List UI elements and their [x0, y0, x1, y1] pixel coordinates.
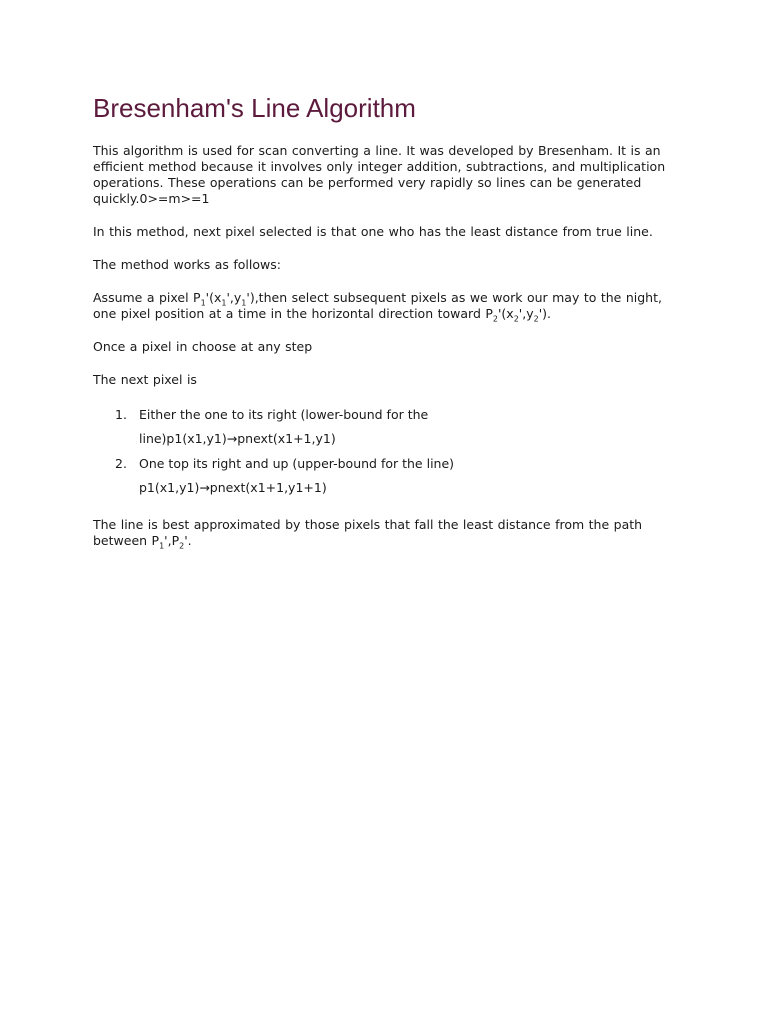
text-run: '). — [538, 306, 551, 321]
list-item — [115, 403, 469, 451]
subscript: 2 — [179, 541, 185, 551]
list-item-text: One top its right and up (upper-bound for the line) — [139, 456, 455, 471]
text-run: Assume a pixel P — [93, 290, 201, 305]
text-run: '(x — [205, 290, 222, 305]
text-run: ',P — [164, 533, 180, 548]
subscript: 2 — [533, 314, 539, 324]
subscript: 2 — [492, 314, 498, 324]
paragraph-next-pixel-is: The next pixel is — [93, 372, 197, 387]
text-run: ',y — [226, 290, 242, 305]
text-run: '(x — [497, 306, 514, 321]
paragraph-method: The method works as follows: — [93, 257, 281, 272]
list-number: 2. — [115, 456, 127, 471]
paragraph-assume-pixel — [93, 290, 683, 322]
subscript: 1 — [200, 298, 206, 308]
paragraph-intro: This algorithm is used for scan converting a line. It was developed by Bresenham. It is an efficient method because it involves only integer addition, subtractions, and multiplication operations. These operations can be performed very rapidly so lines can be generated quickly.0>=m>=1 — [93, 143, 666, 206]
text-run: '),then select subsequent pixels as we work our may to the night, one pixel position at a time in the horizontal direction toward P — [93, 290, 662, 321]
subscript: 1 — [159, 541, 165, 551]
pixel-choice-list — [93, 403, 683, 500]
text-run: '. — [184, 533, 192, 548]
text-run: The line is best approximated by those pixels that fall the least distance from the path between P — [93, 517, 643, 548]
list-number: 1. — [115, 407, 127, 422]
subscript: 1 — [221, 298, 227, 308]
text-run: ',y — [518, 306, 534, 321]
paragraph-best-approximated — [93, 517, 683, 549]
paragraph-once-pixel: Once a pixel in choose at any step — [93, 339, 313, 354]
subscript: 2 — [513, 314, 519, 324]
list-item — [115, 452, 509, 500]
paragraph-next-pixel: In this method, next pixel selected is that one who has the least distance from true line. — [93, 224, 653, 239]
subscript: 1 — [241, 298, 247, 308]
page-title: Bresenham's Line Algorithm — [93, 93, 416, 123]
list-item-formula: p1(x1,y1)→pnext(x1+1,y1+1) — [139, 480, 327, 495]
document-content — [93, 92, 683, 566]
list-item-text: Either the one to its right (lower-bound for the line)p1(x1,y1)→pnext(x1+1,y1) — [139, 407, 429, 446]
